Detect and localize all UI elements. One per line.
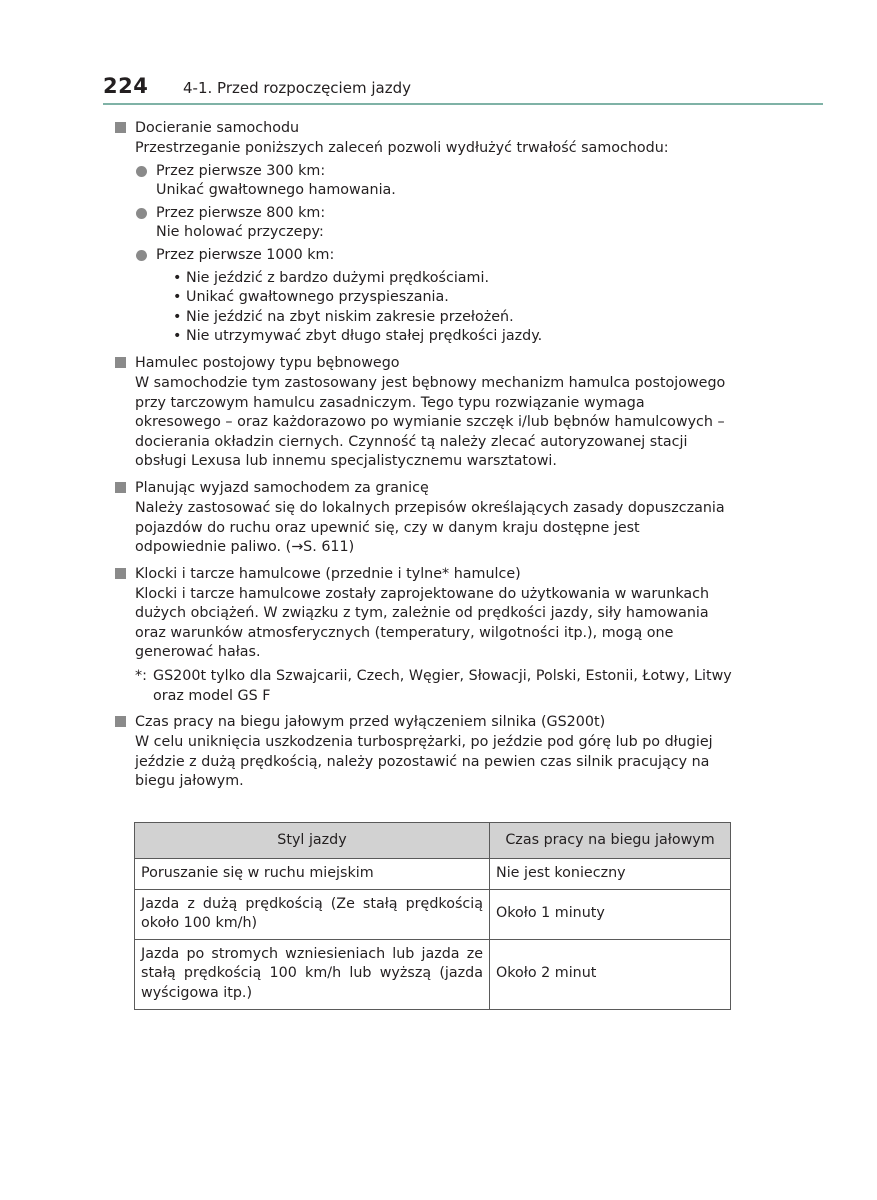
column-header: Czas pracy na biegu jałowym — [490, 823, 731, 859]
bullet-item: • Unikać gwałtownego przyspieszania. — [170, 288, 733, 308]
table-cell: Jazda po stromych wzniesieniach lub jazda ze stałą prędkością 100 km/h lub wyższą (jazda wyścigowa itp.) — [135, 939, 490, 1009]
section-text: W celu uniknięcia uszkodzenia turbosprężarki, po jeździe pod górę lub po długiej jeździe z dużą prędkością, należy pozostawić na pewien czas silnik pracujący na biegu jałowym. — [135, 734, 713, 790]
circle-bullet-icon — [136, 250, 147, 261]
dot-bullet-icon: • — [173, 328, 182, 345]
table-cell: Poruszanie się w ruchu miejskim — [135, 859, 490, 890]
break-in-list — [135, 162, 733, 347]
footnote — [113, 667, 733, 706]
section-text: Klocki i tarcze hamulcowe zostały zaprojektowane do użytkowania w warunkach dużych obciążeń. W związku z tym, zależnie od prędkości jazdy, siły hamowania oraz warunków atmosferycznych (temperatury, wilgotności itp.), mogą one generować hałas. — [135, 585, 710, 661]
footnote-mark: *: — [135, 668, 147, 685]
dot-bullet-icon: • — [173, 308, 182, 325]
table-row — [135, 889, 731, 939]
bullet-item: • Nie utrzymywać zbyt długo stałej prędkości jazdy. — [170, 327, 733, 347]
page-content — [113, 117, 733, 797]
table-header-row — [135, 823, 731, 859]
square-bullet-icon — [115, 716, 126, 727]
square-bullet-icon — [115, 122, 126, 133]
bullet-list — [170, 269, 733, 347]
square-bullet-icon — [115, 568, 126, 579]
table-cell: Jazda z dużą prędkością (Ze stałą prędkością około 100 km/h) — [135, 889, 490, 939]
table-cell: Nie jest konieczny — [490, 859, 731, 890]
table-cell: Około 2 minut — [490, 939, 731, 1009]
list-item: Przez pierwsze 800 km: Nie holować przyczepy: — [135, 204, 733, 243]
circle-bullet-icon — [136, 166, 147, 177]
page-number: 224 — [103, 74, 149, 98]
section-break-in — [113, 117, 733, 347]
square-bullet-icon — [115, 482, 126, 493]
dot-bullet-icon: • — [173, 289, 182, 306]
section-title: Docieranie samochodu — [135, 120, 300, 136]
column-header: Styl jazdy — [135, 823, 490, 859]
circle-bullet-icon — [136, 208, 147, 219]
header-rule — [103, 103, 823, 105]
section-text: W samochodzie tym zastosowany jest bębnowy mechanizm hamulca postojowego przy tarczowym hamulcu zasadniczym. Tego typu rozwiązanie wymaga okresowego – oraz każdorazowo po wymianie szczęk i/lub bębnów hamulcowych – docierania okładzin ciernych. Czynność tą należy zlecać autoryzowanej stacji obsługi Lexusa lub innemu specjalistycznemu warsztatowi. — [135, 374, 726, 470]
page-header — [103, 74, 823, 106]
table-cell: Około 1 minuty — [490, 889, 731, 939]
table-row — [135, 859, 731, 890]
bullet-item: • Nie jeździć na zbyt niskim zakresie przełożeń. — [170, 308, 733, 328]
square-bullet-icon — [115, 357, 126, 368]
section-title: Hamulec postojowy typu bębnowego — [135, 354, 400, 371]
section-title: Klocki i tarcze hamulcowe (przednie i tylne* hamulce) — [135, 565, 521, 582]
bullet-item: • Nie jeździć z bardzo dużymi prędkościami. — [170, 269, 733, 289]
table-row — [135, 939, 731, 1009]
section-title: Czas pracy na biegu jałowym przed wyłączeniem silnika (GS200t) — [135, 714, 606, 731]
dot-bullet-icon: • — [173, 269, 182, 286]
section-brake-pads — [113, 563, 733, 707]
section-title: Planując wyjazd samochodem za granicę — [135, 479, 429, 496]
idle-time-table — [134, 822, 731, 1010]
footnote-text: GS200t tylko dla Szwajcarii, Czech, Węgier, Słowacji, Polski, Estonii, Łotwy, Litwy oraz model GS F — [153, 668, 732, 704]
list-item: Przez pierwsze 300 km: Unikać gwałtownego hamowania. — [135, 162, 733, 201]
list-item: Przez pierwsze 1000 km: • Nie jeździć z bardzo dużymi prędkościami. • Unikać gwałtownego przyspieszania. • Nie jeździć na zbyt niskim zakresie przełożeń. • Nie utrzymywać zbyt długo stałej prędkości jazdy. — [135, 246, 733, 347]
chapter-title: 4-1. Przed rozpoczęciem jazdy — [183, 79, 411, 97]
section-abroad — [113, 477, 733, 558]
section-drum-brake — [113, 352, 733, 472]
section-intro: Przestrzeganie poniższych zaleceń pozwoli wydłużyć trwałość samochodu: — [135, 140, 669, 156]
section-text: Należy zastosować się do lokalnych przepisów określających zasady dopuszczania pojazdów do ruchu oraz upewnić się, czy w danym kraju dostępne jest odpowiednie paliwo. (→S. 611) — [135, 499, 725, 556]
section-idle — [113, 711, 733, 792]
